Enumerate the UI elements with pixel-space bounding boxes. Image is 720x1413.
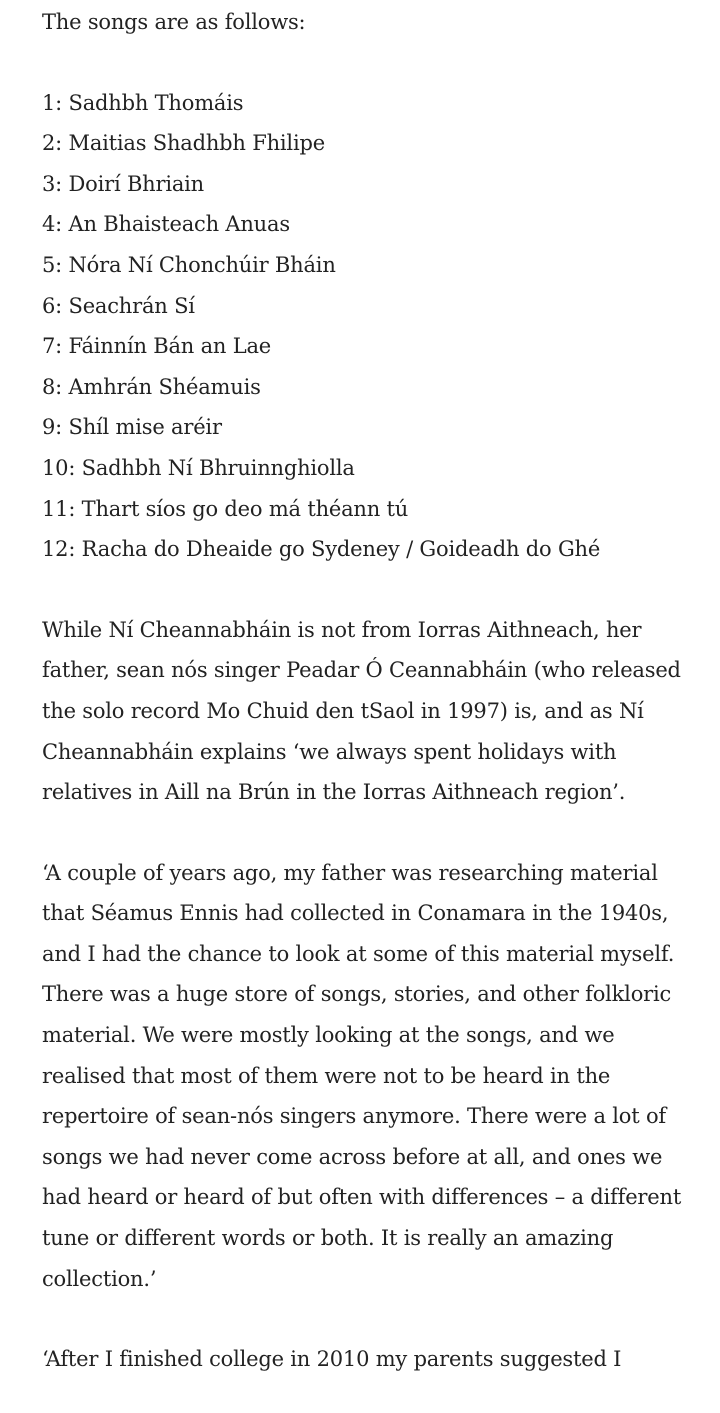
song-item: 12: Racha do Dheaide go Sydeney / Goideadh do Ghé [42,537,601,562]
intro-text: The songs are as follows: [42,10,306,34]
song-list [42,83,702,570]
song-item: 9: Shíl mise aréir [42,415,222,440]
paragraph-quote-college: ‘After I finished college in 2010 my parents suggested I [42,1347,622,1372]
paragraph-quote-collection: ‘A couple of years ago, my father was researching material that Séamus Ennis had collected in Conamara in the 1940s, and I had the chance to look at some of this material myself. There was a huge store of songs, stories, and other folkloric material. We were mostly looking at the songs, and we realised that most of them were not to be heard in the repertoire of sean-nós singers anymore. There were a lot of songs we had never come across before at all, and ones we had heard or heard of but often with differences – a different tune or different words or both. It is really an amazing collection.’ [42,860,682,1291]
song-item: 6: Seachrán Sí [42,293,195,318]
song-item: 3: Doirí Bhriain [42,171,205,196]
article-body [42,2,702,1380]
song-item: 11: Thart síos go deo má théann tú [42,496,409,521]
song-item: 10: Sadhbh Ní Bhruinnghiolla [42,455,355,480]
song-item: 8: Amhrán Shéamuis [42,374,261,399]
song-item: 1: Sadhbh Thomáis [42,90,244,115]
song-item: 2: Maitias Shadhbh Fhilipe [42,131,325,156]
song-item: 4: An Bhaisteach Anuas [42,212,290,237]
song-item: 5: Nóra Ní Chonchúir Bháin [42,252,336,277]
song-item: 7: Fáinnín Bán an Lae [42,334,272,359]
paragraph-background: While Ní Cheannabháin is not from Iorras Aithneach, her father, sean nós singer Peadar Ó Ceannabháin (who released the solo record Mo Chuid den tSaol in 1997) is, and as Ní Cheannabháin explains ‘we always spent holidays with relatives in Aill na Brún in the Iorras Aithneach region’. [42,617,681,805]
